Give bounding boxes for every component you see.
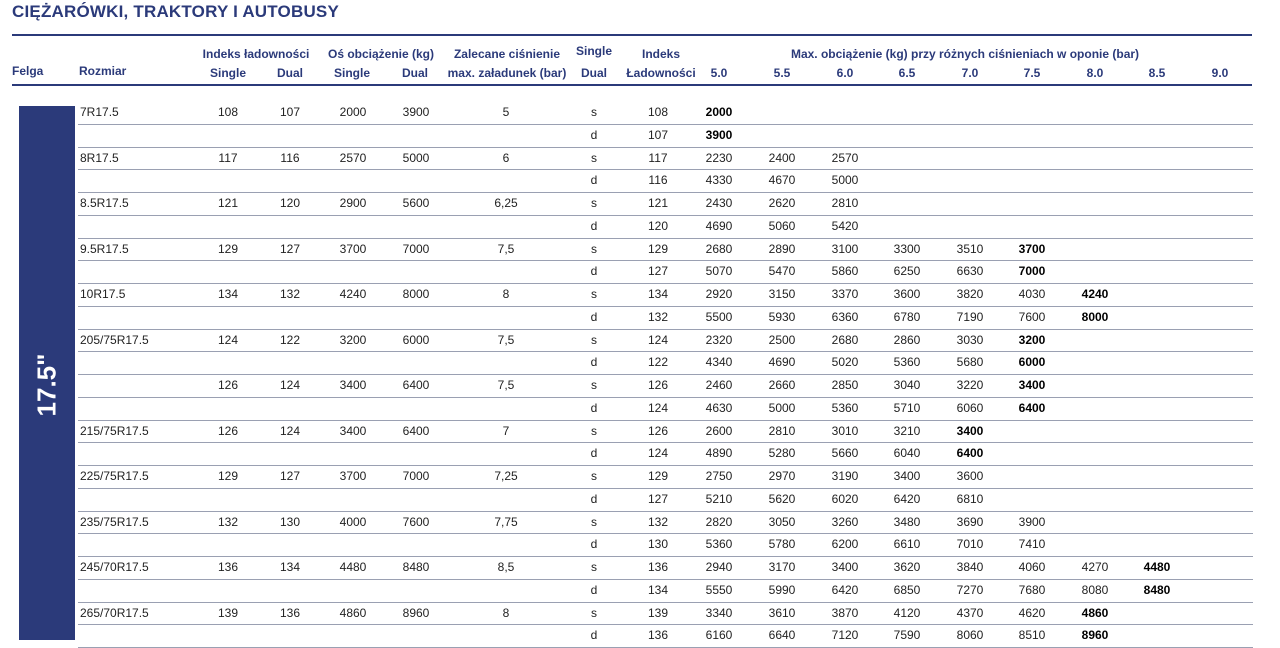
cell-single-dual: d: [590, 173, 598, 188]
cell-load: 2810: [831, 196, 859, 210]
table-row: [0, 148, 1280, 171]
cell-axle-dual: 3900: [402, 105, 430, 119]
cell-load: 5550: [705, 582, 733, 597]
cell-pressure: 8,5: [497, 560, 515, 574]
cell-load: 3040: [893, 378, 921, 392]
cell-index: 116: [648, 173, 668, 188]
cell-load: 5660: [831, 446, 859, 461]
cell-load: 5420: [831, 218, 859, 233]
cell-index: 127: [647, 491, 669, 506]
cell-load: 3010: [831, 423, 859, 438]
cell-pressure: 6: [502, 150, 510, 165]
cell-size: 7R17.5: [80, 105, 119, 119]
cell-load-index-dual: 107: [279, 105, 301, 119]
cell-load: 2570: [831, 150, 859, 165]
cell-load: 3400: [1018, 378, 1046, 392]
cell-load: 2890: [768, 241, 796, 256]
cell-load: 8480: [1143, 582, 1171, 597]
cell-load: 2940: [705, 560, 733, 574]
cell-load: 3620: [893, 560, 921, 574]
cell-load-index-single: 129: [217, 241, 239, 256]
cell-load: 7590: [893, 628, 921, 643]
cell-pressure: 7,5: [497, 378, 515, 392]
cell-load: 3150: [768, 287, 796, 301]
cell-index: 117: [648, 150, 668, 165]
cell-load-index-dual: 136: [279, 605, 301, 620]
cell-single-dual: s: [591, 332, 597, 347]
cell-size: 8R17.5: [80, 150, 119, 165]
cell-load: 6610: [893, 537, 921, 552]
table-row: [0, 580, 1280, 603]
cell-load: 3300: [893, 241, 921, 256]
cell-load: 3190: [831, 469, 859, 483]
cell-load-index-dual: 127: [279, 469, 301, 483]
table-row: [0, 489, 1280, 512]
cell-load: 2400: [768, 150, 796, 165]
header-pressure-col: 7.5: [1023, 66, 1041, 80]
cell-load-index-dual: 130: [279, 514, 301, 529]
cell-load-index-dual: 132: [279, 287, 301, 301]
cell-load: 3340: [705, 605, 733, 620]
cell-load: 2860: [893, 332, 921, 347]
cell-load: 3210: [893, 423, 921, 438]
cell-load: 5020: [831, 355, 859, 370]
cell-load: 6040: [893, 446, 921, 461]
cell-pressure: 7,5: [497, 332, 515, 347]
cell-index: 120: [647, 218, 669, 233]
header-pressure-col: 7.0: [961, 66, 979, 80]
cell-single-dual: s: [591, 150, 597, 165]
cell-load: 3220: [956, 378, 984, 392]
cell-load-index-dual: 127: [279, 241, 301, 256]
cell-load: 2320: [705, 332, 733, 347]
cell-load: 4890: [705, 446, 733, 461]
table-row: [0, 398, 1280, 421]
cell-load: 4480: [1143, 560, 1171, 574]
cell-size: 225/75R17.5: [80, 469, 149, 483]
cell-load: 3600: [956, 469, 984, 483]
table-row: [0, 557, 1280, 580]
cell-load-index-single: 129: [217, 469, 239, 483]
cell-single-dual: s: [591, 287, 597, 301]
cell-single-dual: s: [591, 196, 597, 210]
cell-single-dual: d: [590, 355, 598, 370]
cell-single-dual: d: [590, 127, 598, 142]
cell-load-index-single: 121: [217, 196, 239, 210]
header-pressure-col: 6.5: [898, 66, 916, 80]
cell-single-dual: d: [590, 400, 598, 415]
cell-size: 205/75R17.5: [80, 332, 149, 347]
cell-single-dual: s: [591, 469, 597, 483]
cell-axle-single: 3400: [339, 423, 367, 438]
cell-index: 136: [647, 628, 669, 643]
cell-load: 6200: [831, 537, 859, 552]
header-pressure-col: 8.5: [1148, 66, 1166, 80]
cell-load: 6250: [893, 264, 921, 279]
cell-load: 8080: [1081, 582, 1109, 597]
cell-load: 2460: [705, 378, 733, 392]
header-max-load: Max. obciążenie (kg) przy różnych ciśnieniach w oponie (bar): [790, 47, 1140, 61]
cell-load: 3370: [831, 287, 859, 301]
cell-load: 7410: [1018, 537, 1046, 552]
cell-single-dual: s: [591, 378, 597, 392]
cell-load: 4690: [768, 355, 796, 370]
header-pressure-col: 8.0: [1086, 66, 1104, 80]
header-pressure-col: 5.0: [710, 66, 728, 80]
cell-load: 8960: [1081, 628, 1109, 643]
cell-axle-dual: 8960: [402, 605, 430, 620]
cell-single-dual: d: [590, 537, 598, 552]
table-row: [0, 307, 1280, 330]
cell-index: 108: [647, 105, 669, 119]
header-load-dual: Dual: [276, 66, 304, 80]
header-size: Rozmiar: [79, 64, 127, 78]
cell-index: 139: [647, 605, 669, 620]
cell-load: 5680: [956, 355, 984, 370]
cell-single-dual: d: [590, 264, 598, 279]
cell-axle-single: 4860: [339, 605, 367, 620]
cell-load: 4340: [705, 355, 733, 370]
cell-pressure: 7,5: [497, 241, 515, 256]
cell-single-dual: d: [590, 446, 598, 461]
cell-index: 129: [647, 241, 669, 256]
cell-load: 2680: [705, 241, 733, 256]
cell-load: 2620: [768, 196, 796, 210]
cell-load: 6780: [893, 309, 921, 324]
cell-load: 6640: [768, 628, 796, 643]
cell-pressure: 8: [502, 605, 510, 620]
cell-load: 3400: [893, 469, 921, 483]
rim-label: 17.5": [31, 353, 62, 417]
header-axle-single: Single: [333, 66, 371, 80]
cell-single-dual: s: [591, 514, 597, 529]
cell-load: 5470: [768, 264, 796, 279]
cell-load: 5360: [893, 355, 921, 370]
cell-load: 3870: [831, 605, 859, 620]
cell-load: 2000: [705, 105, 733, 119]
cell-axle-dual: 6000: [402, 332, 430, 347]
table-row: [0, 125, 1280, 148]
table-row: [0, 216, 1280, 239]
cell-load: 8510: [1018, 628, 1046, 643]
cell-axle-dual: 7000: [402, 241, 430, 256]
header-load-single: Single: [209, 66, 247, 80]
cell-load: 2500: [768, 332, 796, 347]
cell-axle-dual: 5600: [402, 196, 430, 210]
cell-load: 3030: [956, 332, 984, 347]
cell-pressure: 8: [502, 287, 510, 301]
cell-index: 134: [647, 287, 669, 301]
cell-load-index-single: 134: [217, 287, 239, 301]
cell-axle-single: 2000: [339, 105, 367, 119]
cell-load: 5710: [893, 400, 921, 415]
cell-pressure: 7,25: [494, 469, 518, 483]
cell-load-index-single: 126: [217, 378, 239, 392]
cell-load-index-dual: 116: [280, 150, 300, 165]
cell-index: 124: [647, 332, 669, 347]
cell-load: 4630: [705, 400, 733, 415]
header-index-line1: Indeks: [641, 47, 681, 61]
cell-load: 3050: [768, 514, 796, 529]
cell-index: 134: [647, 582, 669, 597]
cell-load: 4240: [1081, 287, 1109, 301]
cell-index: 121: [647, 196, 669, 210]
cell-load: 6060: [956, 400, 984, 415]
table-row: [0, 375, 1280, 398]
cell-load: 7010: [956, 537, 984, 552]
cell-load: 7120: [831, 628, 859, 643]
table-row: [0, 261, 1280, 284]
cell-load: 3700: [1018, 241, 1046, 256]
cell-load: 7680: [1018, 582, 1046, 597]
cell-load-index-dual: 120: [279, 196, 301, 210]
table-row: [0, 443, 1280, 466]
cell-load: 2230: [705, 150, 733, 165]
cell-load: 5000: [831, 173, 859, 188]
cell-load: 2750: [705, 469, 733, 483]
cell-single-dual: d: [590, 628, 598, 643]
cell-load: 5990: [768, 582, 796, 597]
cell-load: 4330: [705, 173, 733, 188]
cell-index: 136: [647, 560, 669, 574]
cell-index: 107: [647, 127, 669, 142]
header-axle-load: Oś obciążenie (kg): [327, 47, 435, 61]
cell-load: 2820: [705, 514, 733, 529]
cell-axle-single: 3700: [339, 241, 367, 256]
header-pressure-col: 9.0: [1211, 66, 1229, 80]
cell-load: 6810: [956, 491, 984, 506]
cell-load: 7000: [1018, 264, 1046, 279]
table-row: [0, 466, 1280, 489]
cell-load: 5360: [705, 537, 733, 552]
cell-load: 4060: [1018, 560, 1046, 574]
cell-load: 6420: [893, 491, 921, 506]
cell-load: 2660: [768, 378, 796, 392]
cell-load-index-single: 108: [217, 105, 239, 119]
cell-size: 9.5R17.5: [80, 241, 129, 256]
cell-load: 3840: [956, 560, 984, 574]
cell-load-index-dual: 124: [279, 378, 301, 392]
cell-index: 132: [647, 514, 669, 529]
table-row: [0, 421, 1280, 444]
cell-single-dual: s: [591, 605, 597, 620]
cell-load: 6000: [1018, 355, 1046, 370]
cell-axle-single: 3700: [339, 469, 367, 483]
cell-load: 6400: [1018, 400, 1046, 415]
cell-single-dual: s: [591, 423, 597, 438]
cell-load: 7600: [1018, 309, 1046, 324]
cell-axle-dual: 8000: [402, 287, 430, 301]
cell-index: 126: [647, 378, 669, 392]
cell-load: 5360: [831, 400, 859, 415]
cell-load: 3900: [705, 127, 733, 142]
cell-load: 4670: [768, 173, 796, 188]
cell-single-dual: s: [591, 105, 597, 119]
cell-index: 124: [647, 400, 669, 415]
cell-axle-single: 2570: [339, 150, 367, 165]
table-row: [0, 625, 1280, 648]
cell-load-index-dual: 134: [279, 560, 301, 574]
cell-load: 2810: [768, 423, 796, 438]
cell-single-dual: d: [590, 218, 598, 233]
cell-axle-single: 2900: [339, 196, 367, 210]
page-title: CIĘŻARÓWKI, TRAKTORY I AUTOBUSY: [12, 2, 340, 21]
cell-pressure: 7: [502, 423, 510, 438]
cell-index: 132: [647, 309, 669, 324]
cell-load: 5780: [768, 537, 796, 552]
table-row: [0, 239, 1280, 262]
cell-size: 265/70R17.5: [80, 605, 149, 620]
table-row: [0, 330, 1280, 353]
cell-axle-dual: 8480: [402, 560, 430, 574]
cell-index: 130: [647, 537, 669, 552]
cell-load: 5000: [768, 400, 796, 415]
cell-load: 5860: [831, 264, 859, 279]
cell-size: 215/75R17.5: [80, 423, 149, 438]
cell-size: 8.5R17.5: [80, 196, 129, 210]
cell-axle-single: 4240: [339, 287, 367, 301]
table-row: [0, 193, 1280, 216]
cell-index: 122: [647, 355, 669, 370]
cell-load: 3690: [956, 514, 984, 529]
cell-load: 3100: [831, 241, 859, 256]
cell-load: 5280: [768, 446, 796, 461]
cell-load: 3400: [956, 423, 984, 438]
cell-load: 3900: [1018, 514, 1046, 529]
cell-size: 235/75R17.5: [80, 514, 149, 529]
cell-size: 10R17.5: [80, 287, 126, 301]
cell-load: 2680: [831, 332, 859, 347]
cell-size: 245/70R17.5: [80, 560, 149, 574]
header-index-line2: Ładowności: [626, 66, 696, 80]
cell-load: 5500: [705, 309, 733, 324]
cell-load-index-single: 126: [217, 423, 239, 438]
cell-load: 5210: [705, 491, 733, 506]
cell-load: 5930: [768, 309, 796, 324]
cell-load: 3510: [956, 241, 984, 256]
cell-pressure: 7,75: [494, 514, 518, 529]
table-row: [0, 284, 1280, 307]
cell-load: 6850: [893, 582, 921, 597]
cell-load: 3820: [956, 287, 984, 301]
cell-single-dual: d: [590, 309, 598, 324]
table-row: [0, 170, 1280, 193]
cell-load: 6160: [705, 628, 733, 643]
cell-load-index-single: 132: [217, 514, 239, 529]
cell-load: 4030: [1018, 287, 1046, 301]
cell-single-dual: d: [590, 582, 598, 597]
cell-load: 4620: [1018, 605, 1046, 620]
cell-index: 127: [647, 264, 669, 279]
cell-load-index-single: 124: [217, 332, 239, 347]
cell-index: 129: [647, 469, 669, 483]
cell-load: 3610: [768, 605, 796, 620]
cell-load: 3400: [831, 560, 859, 574]
cell-load: 3480: [893, 514, 921, 529]
cell-single-dual: s: [591, 241, 597, 256]
header-rim: Felga: [12, 64, 44, 78]
cell-load: 7270: [956, 582, 984, 597]
cell-single-dual: d: [590, 491, 598, 506]
cell-axle-single: 4480: [339, 560, 367, 574]
cell-axle-single: 4000: [339, 514, 367, 529]
cell-load-index-dual: 124: [279, 423, 301, 438]
cell-load: 4270: [1081, 560, 1109, 574]
cell-load: 5620: [768, 491, 796, 506]
cell-load: 6630: [956, 264, 984, 279]
header-pressure-line2: max. załadunek (bar): [447, 66, 567, 80]
header-pressure-col: 5.5: [773, 66, 791, 80]
cell-axle-dual: 7000: [402, 469, 430, 483]
table-row: [0, 512, 1280, 535]
header-axle-dual: Dual: [401, 66, 429, 80]
table-row: [0, 352, 1280, 375]
cell-load: 3170: [768, 560, 796, 574]
header-pressure-line1: Zalecane ciśnienie: [453, 47, 561, 61]
cell-load: 8060: [956, 628, 984, 643]
cell-load: 6400: [956, 446, 984, 461]
cell-index: 126: [647, 423, 669, 438]
table-row: [0, 603, 1280, 626]
header-sd-line2: Dual: [580, 66, 608, 80]
cell-load: 7190: [956, 309, 984, 324]
cell-index: 124: [647, 446, 669, 461]
cell-load-index-single: 139: [217, 605, 239, 620]
cell-axle-single: 3200: [339, 332, 367, 347]
cell-load: 6360: [831, 309, 859, 324]
cell-load: 6020: [831, 491, 859, 506]
cell-load: 3260: [831, 514, 859, 529]
cell-axle-dual: 6400: [402, 423, 430, 438]
header-pressure-col: 6.0: [836, 66, 854, 80]
cell-pressure: 5: [502, 105, 510, 119]
cell-load-index-single: 117: [218, 150, 238, 165]
cell-load: 8000: [1081, 309, 1109, 324]
header-load-index: Indeks ładowności: [202, 47, 310, 61]
table-row: [0, 102, 1280, 125]
cell-load: 2970: [768, 469, 796, 483]
cell-load: 2920: [705, 287, 733, 301]
cell-load: 3600: [893, 287, 921, 301]
cell-load: 3200: [1018, 332, 1046, 347]
cell-load: 4860: [1081, 605, 1109, 620]
cell-axle-dual: 5000: [402, 150, 430, 165]
cell-load: 4120: [893, 605, 921, 620]
cell-axle-dual: 7600: [402, 514, 430, 529]
table-row: [0, 534, 1280, 557]
cell-load-index-dual: 122: [279, 332, 301, 347]
cell-load: 4690: [705, 218, 733, 233]
cell-load: 2430: [705, 196, 733, 210]
header-sd-line1: Single: [575, 44, 613, 58]
cell-load: 5060: [768, 218, 796, 233]
cell-load: 6420: [831, 582, 859, 597]
cell-load: 5070: [705, 264, 733, 279]
cell-load-index-single: 136: [217, 560, 239, 574]
cell-single-dual: s: [591, 560, 597, 574]
cell-load: 2600: [705, 423, 733, 438]
cell-load: 4370: [956, 605, 984, 620]
cell-axle-single: 3400: [339, 378, 367, 392]
cell-axle-dual: 6400: [402, 378, 430, 392]
cell-load: 2850: [831, 378, 859, 392]
cell-pressure: 6,25: [494, 196, 518, 210]
